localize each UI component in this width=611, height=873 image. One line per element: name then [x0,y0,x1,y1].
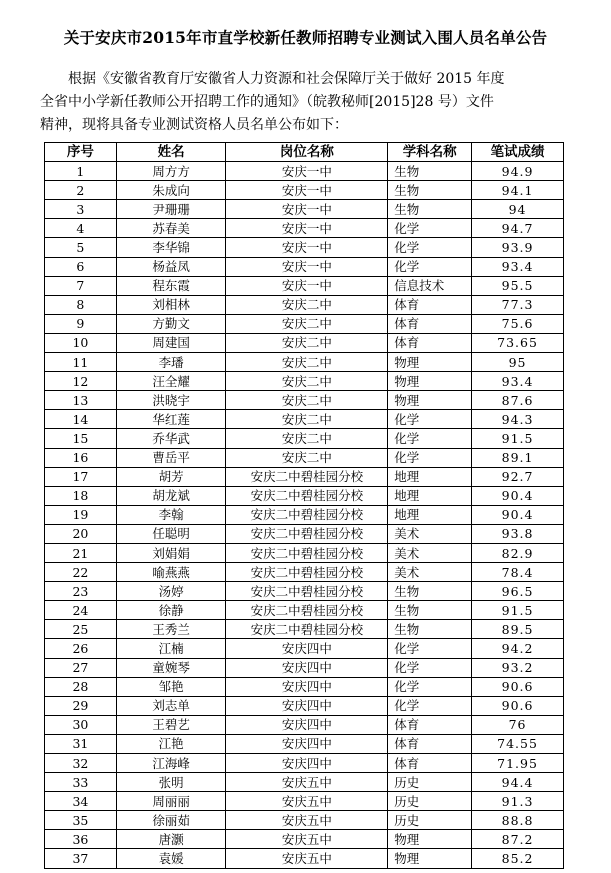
cell-position: 安庆二中碧桂园分校 [226,582,388,601]
cell-index: 4 [45,219,117,238]
cell-position: 安庆一中 [226,200,388,219]
cell-score: 91.5 [472,601,564,620]
cell-subject: 化学 [388,639,472,658]
cell-position: 安庆一中 [226,219,388,238]
cell-score: 94.3 [472,410,564,429]
cell-score: 94.4 [472,773,564,792]
cell-index: 35 [45,811,117,830]
cell-score: 94.7 [472,219,564,238]
cell-index: 6 [45,257,117,276]
cell-score: 87.6 [472,391,564,410]
cell-index: 11 [45,353,117,372]
cell-index: 29 [45,696,117,715]
cell-index: 19 [45,505,117,524]
cell-subject: 生物 [388,582,472,601]
cell-subject: 生物 [388,200,472,219]
cell-name: 王秀兰 [116,620,226,639]
cell-position: 安庆二中 [226,391,388,410]
cell-index: 27 [45,658,117,677]
table-row [45,162,564,181]
cell-score: 90.4 [472,505,564,524]
cell-score: 90.6 [472,696,564,715]
cell-position: 安庆二中 [226,372,388,391]
cell-name: 朱成向 [116,181,226,200]
cell-index: 12 [45,372,117,391]
cell-subject: 信息技术 [388,276,472,295]
cell-name: 苏春美 [116,219,226,238]
cell-position: 安庆二中 [226,410,388,429]
intro-line-1: 根据《安徽省教育厅安徽省人力资源和社会保障厅关于做好 2015 年度 [68,71,505,87]
cell-score: 95.5 [472,276,564,295]
cell-position: 安庆五中 [226,849,388,868]
cell-subject: 体育 [388,715,472,734]
cell-index: 30 [45,715,117,734]
cell-position: 安庆四中 [226,734,388,753]
cell-index: 37 [45,849,117,868]
cell-name: 汪全耀 [116,372,226,391]
cell-subject: 地理 [388,467,472,486]
header-score: 笔试成绩 [472,143,564,162]
cell-index: 17 [45,467,117,486]
cell-score: 87.2 [472,830,564,849]
cell-position: 安庆二中碧桂园分校 [226,486,388,505]
table-row [45,792,564,811]
cell-name: 任聪明 [116,524,226,543]
cell-score: 89.1 [472,448,564,467]
cell-score: 95 [472,353,564,372]
cell-name: 刘相林 [116,295,226,314]
cell-subject: 美术 [388,563,472,582]
table-row [45,524,564,543]
cell-score: 93.2 [472,658,564,677]
cell-index: 15 [45,429,117,448]
cell-name: 邹艳 [116,677,226,696]
cell-name: 童婉琴 [116,658,226,677]
cell-position: 安庆二中碧桂园分校 [226,620,388,639]
cell-index: 21 [45,543,117,562]
cell-index: 36 [45,830,117,849]
cell-subject: 化学 [388,238,472,257]
cell-index: 24 [45,601,117,620]
header-subject: 学科名称 [388,143,472,162]
cell-name: 袁媛 [116,849,226,868]
cell-position: 安庆二中碧桂园分校 [226,467,388,486]
cell-subject: 化学 [388,410,472,429]
cell-index: 31 [45,734,117,753]
table-row [45,715,564,734]
cell-name: 华红莲 [116,410,226,429]
cell-subject: 体育 [388,333,472,352]
cell-name: 程东霞 [116,276,226,295]
cell-position: 安庆二中 [226,314,388,333]
table-row [45,620,564,639]
cell-index: 14 [45,410,117,429]
cell-name: 周方方 [116,162,226,181]
cell-position: 安庆一中 [226,238,388,257]
header-position: 岗位名称 [226,143,388,162]
cell-name: 江艳 [116,734,226,753]
cell-name: 曹岳平 [116,448,226,467]
cell-subject: 化学 [388,658,472,677]
cell-index: 32 [45,754,117,773]
cell-name: 胡龙斌 [116,486,226,505]
cell-score: 89.5 [472,620,564,639]
intro-line-2: 全省中小学新任教师公开招聘工作的通知》（皖教秘师[2015]28 号）文件 [40,94,494,110]
cell-score: 90.4 [472,486,564,505]
cell-index: 25 [45,620,117,639]
table-row [45,410,564,429]
table-row [45,658,564,677]
table-row [45,467,564,486]
cell-subject: 生物 [388,601,472,620]
cell-score: 93.4 [472,257,564,276]
cell-name: 徐静 [116,601,226,620]
cell-name: 刘娟娟 [116,543,226,562]
cell-score: 88.8 [472,811,564,830]
cell-position: 安庆二中 [226,448,388,467]
table-row [45,372,564,391]
table-row [45,754,564,773]
cell-index: 8 [45,295,117,314]
table-body [45,162,564,868]
cell-position: 安庆二中 [226,333,388,352]
table-row [45,200,564,219]
cell-name: 徐丽茹 [116,811,226,830]
cell-position: 安庆二中 [226,295,388,314]
cell-position: 安庆二中碧桂园分校 [226,563,388,582]
table-row [45,734,564,753]
intro-line-3: 精神，现将具备专业测试资格人员名单公布如下： [40,117,348,133]
cell-subject: 历史 [388,792,472,811]
cell-subject: 化学 [388,257,472,276]
cell-name: 王碧艺 [116,715,226,734]
table-row [45,238,564,257]
cell-score: 94.1 [472,181,564,200]
cell-score: 77.3 [472,295,564,314]
cell-name: 江楠 [116,639,226,658]
cell-score: 93.4 [472,372,564,391]
table-row [45,219,564,238]
cell-position: 安庆四中 [226,658,388,677]
table-row [45,429,564,448]
table-row [45,830,564,849]
cell-name: 周建国 [116,333,226,352]
table-row [45,295,564,314]
cell-position: 安庆五中 [226,773,388,792]
cell-score: 90.6 [472,677,564,696]
cell-score: 93.9 [472,238,564,257]
table-row [45,353,564,372]
cell-index: 1 [45,162,117,181]
cell-index: 34 [45,792,117,811]
cell-name: 尹珊珊 [116,200,226,219]
cell-index: 20 [45,524,117,543]
cell-subject: 化学 [388,677,472,696]
page-title: 关于安庆市2015年市直学校新任教师招聘专业测试入围人员名单公告 [63,28,548,47]
cell-subject: 地理 [388,486,472,505]
cell-name: 江海峰 [116,754,226,773]
cell-subject: 化学 [388,448,472,467]
cell-subject: 体育 [388,295,472,314]
cell-position: 安庆五中 [226,830,388,849]
cell-subject: 物理 [388,391,472,410]
cell-score: 96.5 [472,582,564,601]
table-row [45,639,564,658]
cell-subject: 生物 [388,162,472,181]
table-header-row [45,143,564,162]
table-row [45,696,564,715]
table-row [45,849,564,868]
table-row [45,582,564,601]
cell-score: 93.8 [472,524,564,543]
cell-position: 安庆二中碧桂园分校 [226,543,388,562]
cell-name: 张明 [116,773,226,792]
cell-position: 安庆五中 [226,811,388,830]
header-index: 序号 [45,143,117,162]
cell-subject: 化学 [388,219,472,238]
cell-position: 安庆四中 [226,639,388,658]
cell-index: 3 [45,200,117,219]
cell-index: 33 [45,773,117,792]
cell-index: 7 [45,276,117,295]
table-row [45,677,564,696]
table-row [45,276,564,295]
cell-position: 安庆二中碧桂园分校 [226,524,388,543]
table-row [45,314,564,333]
cell-subject: 体育 [388,734,472,753]
cell-position: 安庆二中 [226,353,388,372]
cell-score: 94.9 [472,162,564,181]
table-row [45,181,564,200]
table-row [45,543,564,562]
cell-index: 22 [45,563,117,582]
cell-score: 94 [472,200,564,219]
cell-index: 13 [45,391,117,410]
cell-name: 汤婷 [116,582,226,601]
cell-subject: 美术 [388,524,472,543]
cell-index: 26 [45,639,117,658]
cell-index: 5 [45,238,117,257]
intro-paragraph [40,68,575,137]
cell-position: 安庆一中 [226,181,388,200]
table-row [45,333,564,352]
table-row [45,505,564,524]
cell-name: 李翰 [116,505,226,524]
table-row [45,601,564,620]
cell-position: 安庆一中 [226,276,388,295]
cell-score: 78.4 [472,563,564,582]
cell-position: 安庆二中碧桂园分校 [226,505,388,524]
cell-position: 安庆二中碧桂园分校 [226,601,388,620]
cell-name: 杨益凤 [116,257,226,276]
cell-score: 76 [472,715,564,734]
cell-name: 李璠 [116,353,226,372]
cell-score: 92.7 [472,467,564,486]
candidate-table [44,142,564,869]
cell-name: 洪晓宇 [116,391,226,410]
cell-name: 刘志单 [116,696,226,715]
cell-subject: 生物 [388,620,472,639]
table-row [45,773,564,792]
cell-score: 74.55 [472,734,564,753]
cell-position: 安庆四中 [226,696,388,715]
cell-name: 方勤文 [116,314,226,333]
cell-position: 安庆四中 [226,715,388,734]
cell-score: 82.9 [472,543,564,562]
cell-name: 周丽丽 [116,792,226,811]
cell-subject: 生物 [388,181,472,200]
cell-score: 94.2 [472,639,564,658]
cell-index: 23 [45,582,117,601]
cell-subject: 体育 [388,754,472,773]
cell-subject: 化学 [388,429,472,448]
cell-index: 16 [45,448,117,467]
cell-subject: 历史 [388,811,472,830]
cell-subject: 物理 [388,830,472,849]
cell-name: 乔华武 [116,429,226,448]
cell-name: 唐灏 [116,830,226,849]
cell-score: 71.95 [472,754,564,773]
cell-subject: 地理 [388,505,472,524]
table-row [45,811,564,830]
cell-index: 10 [45,333,117,352]
cell-index: 9 [45,314,117,333]
cell-score: 91.3 [472,792,564,811]
cell-position: 安庆一中 [226,257,388,276]
cell-index: 28 [45,677,117,696]
cell-name: 喻燕燕 [116,563,226,582]
cell-score: 75.6 [472,314,564,333]
cell-index: 2 [45,181,117,200]
cell-score: 91.5 [472,429,564,448]
table-row [45,486,564,505]
cell-subject: 物理 [388,372,472,391]
table-row [45,563,564,582]
cell-subject: 历史 [388,773,472,792]
cell-subject: 物理 [388,849,472,868]
cell-score: 85.2 [472,849,564,868]
cell-name: 胡芳 [116,467,226,486]
table-row [45,391,564,410]
table-row [45,448,564,467]
cell-position: 安庆五中 [226,792,388,811]
cell-position: 安庆一中 [226,162,388,181]
header-name: 姓名 [116,143,226,162]
table-row [45,257,564,276]
cell-subject: 化学 [388,696,472,715]
cell-subject: 物理 [388,353,472,372]
cell-position: 安庆四中 [226,677,388,696]
cell-position: 安庆二中 [226,429,388,448]
cell-subject: 体育 [388,314,472,333]
cell-score: 73.65 [472,333,564,352]
cell-index: 18 [45,486,117,505]
cell-position: 安庆四中 [226,754,388,773]
cell-name: 李华锦 [116,238,226,257]
cell-subject: 美术 [388,543,472,562]
